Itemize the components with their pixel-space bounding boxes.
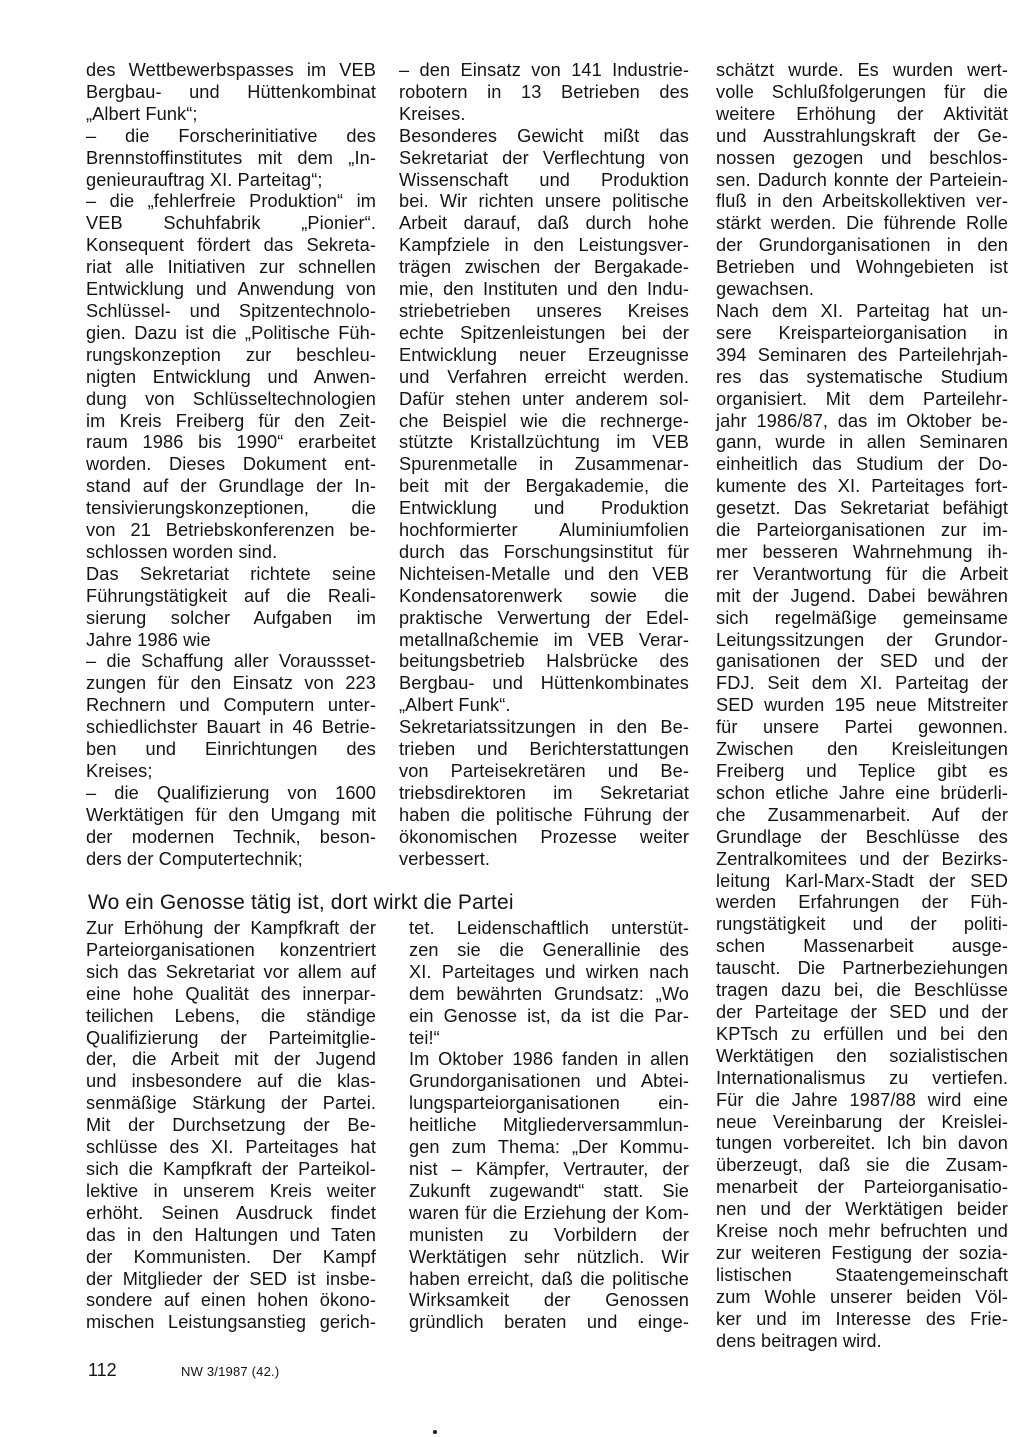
text-line: tensivierungskonzeptionen, die xyxy=(86,498,376,519)
text-line: Werktätigen für den Umgang mit xyxy=(86,804,376,825)
text-line: fluß in den Arbeitskollektiven ver- xyxy=(716,191,1008,212)
text-line: Entwicklung und Anwendung von xyxy=(86,279,376,300)
text-line: „Albert Funk“; xyxy=(86,103,198,124)
text-line: – die „fehlerfreie Produktion“ im xyxy=(86,191,376,212)
text-line: che Zusammenarbeit. Auf der xyxy=(716,804,1008,825)
text-line: munisten zu Vorbildern der xyxy=(409,1224,689,1245)
text-line: nen und der Werktätigen beider xyxy=(716,1199,1008,1220)
text-line: Qualifizierung der Parteimitglie- xyxy=(86,1027,376,1048)
text-line: der Mitglieder der SED ist insbe- xyxy=(86,1268,376,1289)
text-line: Besonderes Gewicht mißt das xyxy=(399,125,689,146)
text-line: listischen Staatengemeinschaft xyxy=(716,1264,1008,1285)
text-line: gen zum Thema: „Der Kommu- xyxy=(409,1137,689,1158)
text-line: Spurenmetalle in Zusammenar- xyxy=(399,454,689,475)
issue-reference: NW 3/1987 (42.) xyxy=(181,1364,280,1379)
text-line: – die Forscherinitiative des xyxy=(86,125,376,146)
text-line: Kreises; xyxy=(86,761,153,781)
text-line: rungskonzeption zur beschleu- xyxy=(86,344,376,365)
text-line: Das Sekretariat richtete seine xyxy=(86,563,376,584)
text-line: che Beispiel wie die rechnerge- xyxy=(399,410,689,431)
text-line: zen sie die Generallinie des xyxy=(409,939,689,960)
text-line: tragen dazu bei, die Beschlüsse xyxy=(716,980,1008,1001)
text-line: der Parteitage der SED und der xyxy=(716,1001,1008,1022)
text-line: gann, wurde in allen Seminaren xyxy=(716,432,1008,453)
text-line: Brennstoffinstitutes mit dem „In- xyxy=(86,147,376,168)
text-line: res das systematische Studium xyxy=(716,366,1008,387)
text-line: Internationalismus zu vertiefen. xyxy=(716,1067,1008,1088)
text-line: schon etliche Jahre eine brüderli- xyxy=(716,782,1008,803)
text-line: ganisationen der SED und der xyxy=(716,651,1008,672)
text-line: Zukunft zugewandt“ statt. Sie xyxy=(409,1180,689,1201)
text-line: echte Spitzenleistungen bei der xyxy=(399,322,689,343)
text-line: weitere Erhöhung der Aktivität xyxy=(716,103,1008,124)
text-line: sich das Sekretariat vor allem auf xyxy=(86,961,376,982)
text-line: verbessert. xyxy=(399,848,491,869)
text-line: tungen vorbereitet. Ich bin davon xyxy=(716,1133,1008,1154)
text-line: Mit der Durchsetzung der Be- xyxy=(86,1115,376,1136)
text-line: Wissenschaft und Produktion xyxy=(399,169,689,190)
text-line: ben und Einrichtungen des xyxy=(86,739,376,760)
text-line: dung von Schlüsseltechnologien xyxy=(86,388,376,409)
text-line: heitliche Mitgliederversammlun- xyxy=(409,1115,689,1136)
text-line: Nichteisen-Metalle und den VEB xyxy=(399,563,689,584)
text-line: „Albert Funk“. xyxy=(399,695,511,716)
text-line: lektive in unserem Kreis weiter xyxy=(86,1180,376,1201)
text-line: Sekretariatssitzungen in den Be- xyxy=(399,717,689,738)
text-line: Führungstätigkeit auf die Reali- xyxy=(86,585,376,606)
text-line: stützte Kristallzüchtung im VEB xyxy=(399,432,689,453)
text-line: – den Einsatz von 141 Industrie- xyxy=(399,60,689,80)
text-line: überzeugt, daß sie die Zusam- xyxy=(716,1155,1008,1176)
text-line: der Kommunisten. Der Kampf xyxy=(86,1246,376,1267)
text-line: eine hohe Qualität des innerpar- xyxy=(86,983,376,1004)
text-line: mischen Leistungsanstieg gerich- xyxy=(86,1312,376,1333)
text-column-2 xyxy=(399,60,689,871)
text-line: Rechnern und Computern unter- xyxy=(86,695,376,716)
text-line: schiedlichster Bauart in 46 Betrie- xyxy=(86,717,376,738)
text-line: der Grundorganisationen in den xyxy=(716,235,1008,256)
text-line: teilichen Lebens, die ständige xyxy=(86,1005,376,1026)
text-line: schen Massenarbeit ausge- xyxy=(716,936,1008,957)
print-speck xyxy=(433,1430,437,1434)
text-line: sierung solcher Aufgaben im xyxy=(86,607,376,628)
text-line: von 21 Betriebskonferenzen be- xyxy=(86,520,376,541)
text-line: und Verfahren erreicht werden. xyxy=(399,366,689,387)
text-line: Zur Erhöhung der Kampfkraft der xyxy=(86,918,376,938)
text-line: von Parteisekretären und Be- xyxy=(399,761,689,781)
text-line: schlossen worden sind. xyxy=(86,541,278,562)
text-line: Nach dem XI. Parteitag hat un- xyxy=(716,300,1008,321)
text-line: beit mit der Bergakademie, die xyxy=(399,476,689,497)
text-line: ker und im Interesse des Frie- xyxy=(716,1308,1008,1329)
text-line: waren für die Erziehung der Kom- xyxy=(409,1202,689,1223)
text-line: gewachsen. xyxy=(716,279,815,300)
page-number: 112 xyxy=(88,1360,117,1380)
text-line: im Kreis Freiberg für den Zeit- xyxy=(86,410,376,431)
text-line: der modernen Technik, beson- xyxy=(86,826,376,847)
text-column-4 xyxy=(86,918,376,1334)
text-line: stand auf der Grundlage der In- xyxy=(86,476,376,497)
text-line: FDJ. Seit dem XI. Parteitag der xyxy=(716,673,1008,694)
text-line: durch das Forschungsinstitut für xyxy=(399,541,689,562)
text-line: raum 1986 bis 1990“ erarbeitet xyxy=(86,432,376,453)
text-line: tauscht. Die Partnerbeziehungen xyxy=(716,958,1008,979)
text-line: Dafür stehen unter anderem sol- xyxy=(399,388,689,409)
text-line: triebsdirektoren im Sekretariat xyxy=(399,782,689,803)
text-line: jahr 1986/87, das im Oktober be- xyxy=(716,410,1008,431)
text-line: metallnaßchemie im VEB Verar- xyxy=(399,629,689,650)
text-line: zungen für den Einsatz von 223 xyxy=(86,673,376,694)
text-line: Zwischen den Kreisleitungen xyxy=(716,739,1008,760)
text-column-1 xyxy=(86,60,376,871)
text-line: Sekretariat der Verflechtung von xyxy=(399,147,689,168)
text-line: tet. Leidenschaftlich unterstüt- xyxy=(409,918,689,938)
text-line: Bergbau- und Hüttenkombinat xyxy=(86,81,376,102)
text-line: Werktätigen den sozialistischen xyxy=(716,1045,1008,1066)
text-line: bei. Wir richten unsere politische xyxy=(399,191,689,212)
text-line: gesetzt. Das Sekretariat befähigt xyxy=(716,498,1008,519)
text-line: lungsparteiorganisationen ein- xyxy=(409,1093,689,1114)
text-line: Grundlage der Beschlüsse des xyxy=(716,826,1008,847)
text-line: Leitungssitzungen der Grundor- xyxy=(716,629,1008,650)
text-line: ökonomischen Prozesse weiter xyxy=(399,826,689,847)
text-line: KPTsch zu erfüllen und bei den xyxy=(716,1023,1008,1044)
text-line: Wirksamkeit der Genossen xyxy=(409,1290,689,1311)
text-line: organisiert. Mit dem Parteilehr- xyxy=(716,388,1008,409)
text-line: tei!“ xyxy=(409,1027,440,1048)
text-line: erhöht. Seinen Ausdruck findet xyxy=(86,1202,376,1223)
text-line: praktische Verwertung der Edel- xyxy=(399,607,689,628)
text-line: dem bewährten Grundsatz: „Wo xyxy=(409,983,689,1004)
text-line: die Parteiorganisationen zur im- xyxy=(716,520,1008,541)
text-line: zur weiteren Festigung der sozia- xyxy=(716,1242,1008,1263)
text-line: mie, den Instituten und den Indu- xyxy=(399,279,689,300)
text-line: – die Schaffung aller Voraussset- xyxy=(86,651,376,672)
text-line: Schlüssel- und Spitzentechnolo- xyxy=(86,300,376,321)
text-line: sich die Kampfkraft der Parteikol- xyxy=(86,1158,376,1179)
text-line: werden Erfahrungen der Füh- xyxy=(716,892,1008,913)
text-line: menarbeit der Parteiorganisatio- xyxy=(716,1177,1008,1198)
text-line: leitung Karl-Marx-Stadt der SED xyxy=(716,870,1008,891)
text-line: Für die Jahre 1987/88 wird eine xyxy=(716,1089,1008,1110)
text-line: striebetrieben unseres Kreises xyxy=(399,300,689,321)
text-line: volle Schlußfolgerungen für die xyxy=(716,81,1008,102)
text-line: rungstätigkeit und der politi- xyxy=(716,914,1008,935)
text-line: Entwicklung und Produktion xyxy=(399,498,689,519)
text-line: sondere auf einen hohen ökono- xyxy=(86,1290,376,1311)
text-line: genieurauftrag XI. Parteitag“; xyxy=(86,169,323,190)
text-line: nossen gezogen und beschlos- xyxy=(716,147,1008,168)
text-line: gründlich beraten und einge- xyxy=(409,1312,689,1333)
text-line: 394 Seminaren des Parteilehrjah- xyxy=(716,344,1008,365)
text-line: mer besseren Wahrnehmung ih- xyxy=(716,541,1008,562)
text-line: gien. Dazu ist die „Politische Füh- xyxy=(86,322,376,343)
text-line: und insbesondere auf die klas- xyxy=(86,1071,376,1092)
text-line: rer Verantwortung für die Arbeit xyxy=(716,563,1008,584)
text-line: Konsequent fördert das Sekreta- xyxy=(86,235,376,256)
text-line: nist – Kämpfer, Vertrauter, der xyxy=(409,1158,689,1179)
text-line: Grundorganisationen und Abtei- xyxy=(409,1071,689,1092)
text-line: der, die Arbeit mit der Jugend xyxy=(86,1049,376,1070)
text-line: trieben und Berichterstattungen xyxy=(399,739,689,760)
text-line: Jahre 1986 wie xyxy=(86,629,211,650)
text-line: kumente des XI. Parteitages fort- xyxy=(716,476,1008,497)
text-line: Kreises. xyxy=(399,103,466,124)
text-column-5 xyxy=(409,918,689,1334)
text-line: neue Vereinbarung der Kreislei- xyxy=(716,1111,1008,1132)
text-line: haben die politische Führung der xyxy=(399,804,689,825)
text-line: ein Genosse ist, da ist die Par- xyxy=(409,1005,689,1026)
text-line: VEB Schuhfabrik „Pionier“. xyxy=(86,213,376,234)
text-line: Werktätigen sehr nützlich. Wir xyxy=(409,1246,689,1267)
text-line: für unsere Partei gewonnen. xyxy=(716,717,1008,738)
text-line: Kreise noch mehr befruchten und xyxy=(716,1221,1008,1242)
text-line: – die Qualifizierung von 1600 xyxy=(86,782,376,803)
text-line: Im Oktober 1986 fanden in allen xyxy=(409,1049,689,1070)
text-line: sich regelmäßige gemeinsame xyxy=(716,607,1008,628)
text-line: haben erreicht, daß die politische xyxy=(409,1268,689,1289)
text-line: riat alle Initiativen zur schnellen xyxy=(86,257,376,278)
text-line: dens beitragen wird. xyxy=(716,1330,882,1351)
text-line: Freiberg und Teplice gibt es xyxy=(716,761,1008,781)
text-line: trägen zwischen der Bergakade- xyxy=(399,257,689,278)
text-line: Betrieben und Wohngebieten ist xyxy=(716,257,1008,278)
text-line: das in den Haltungen und Taten xyxy=(86,1224,376,1245)
text-line: XI. Parteitages und wirken nach xyxy=(409,961,689,982)
text-line: nigten Entwicklung und Anwen- xyxy=(86,366,376,387)
text-line: schätzt wurde. Es wurden wert- xyxy=(716,60,1008,80)
text-line: beitungsbetrieb Halsbrücke des xyxy=(399,651,689,672)
text-line: ders der Computertechnik; xyxy=(86,848,303,869)
text-line: Bergbau- und Hüttenkombinates xyxy=(399,673,689,694)
text-line: einheitlich das Studium der Do- xyxy=(716,454,1008,475)
text-line: stärkt werden. Die führende Rolle xyxy=(716,213,1008,234)
section-heading: Wo ein Genosse tätig ist, dort wirkt die Partei xyxy=(88,891,514,915)
text-line: mit der Jugend. Dabei bewähren xyxy=(716,585,1008,606)
text-line: Arbeit darauf, daß durch hohe xyxy=(399,213,689,234)
text-line: Kondensatorenwerk sowie die xyxy=(399,585,689,606)
text-line: hochformierter Aluminiumfolien xyxy=(399,520,689,541)
text-line: senmäßige Stärkung der Partei. xyxy=(86,1093,376,1114)
text-line: SED wurden 195 neue Mitstreiter xyxy=(716,695,1008,716)
text-line: und Ausstrahlungskraft der Ge- xyxy=(716,125,1008,146)
text-line: Parteiorganisationen konzentriert xyxy=(86,939,376,960)
text-line: des Wettbewerbspasses im VEB xyxy=(86,60,376,80)
text-line: Zentralkomitees und der Bezirks- xyxy=(716,848,1008,869)
text-line: Kampfziele in den Leistungsver- xyxy=(399,235,689,256)
text-line: sere Kreisparteiorganisation in xyxy=(716,322,1008,343)
text-line: worden. Dieses Dokument ent- xyxy=(86,454,376,475)
text-line: robotern in 13 Betrieben des xyxy=(399,81,689,102)
text-line: zum Wohle unserer beiden Völ- xyxy=(716,1286,1008,1307)
text-line: sen. Dadurch konnte der Parteiein- xyxy=(716,169,1008,190)
text-line: Entwicklung neuer Erzeugnisse xyxy=(399,344,689,365)
text-column-3 xyxy=(716,60,1008,1352)
text-line: schlüsse des XI. Parteitages hat xyxy=(86,1137,376,1158)
